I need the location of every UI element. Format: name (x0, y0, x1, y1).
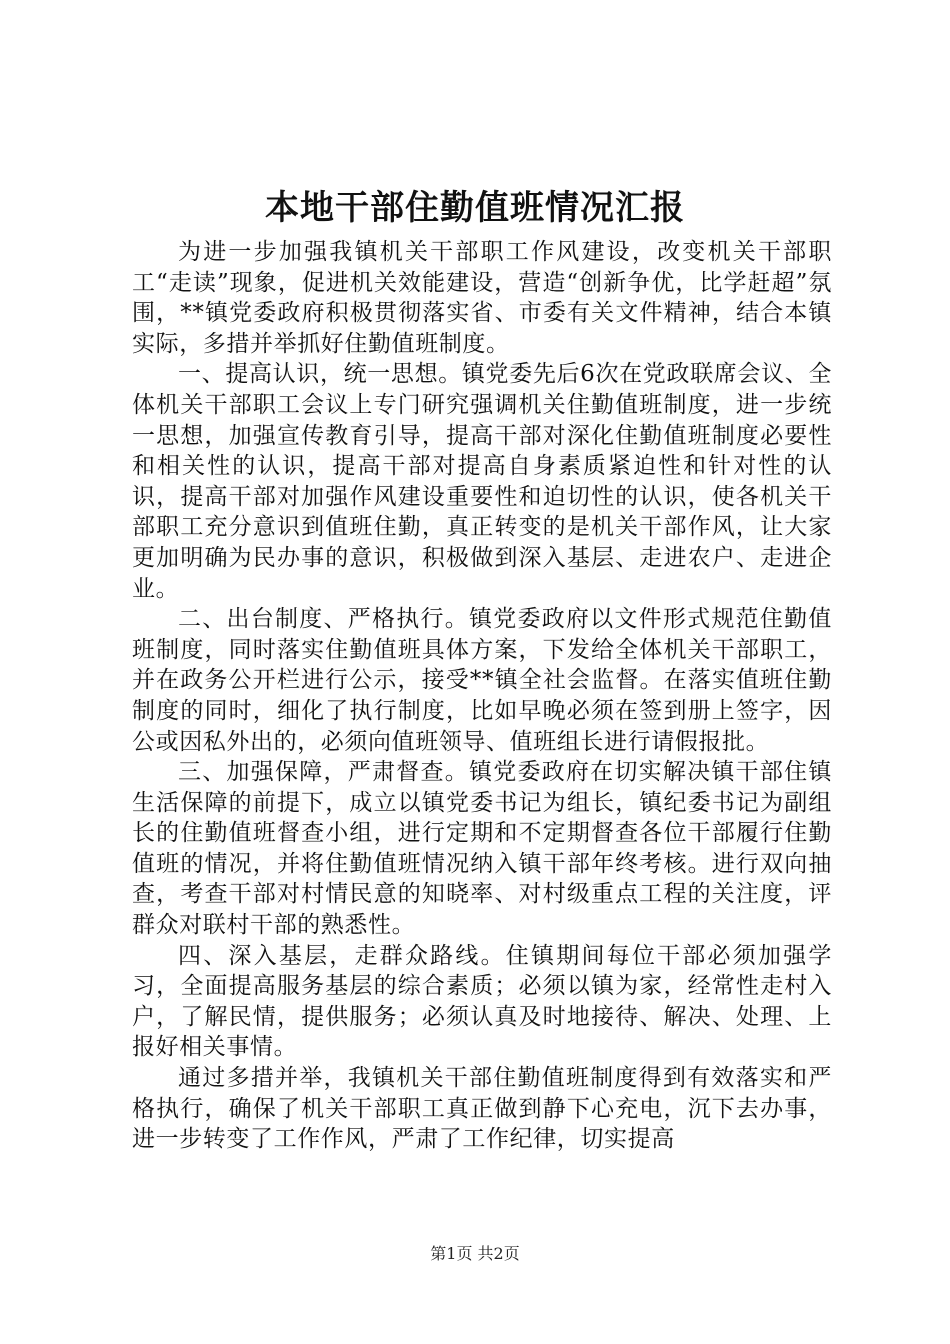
paragraph-conclusion: 通过多措并举，我镇机关干部住勤值班制度得到有效落实和严格执行，确保了机关干部职工真正做到静下心充电，沉下去办事，进一步转变了工作作风，严肃了工作纪律，切实提高 (132, 1065, 832, 1153)
paragraph-section-3: 三、加强保障，严肃督查。镇党委政府在切实解决镇干部住镇生活保障的前提下，成立以镇党委书记为组长，镇纪委书记为副组长的住勤值班督查小组，进行定期和不定期督查各位干部履行住勤值班的情况，并将住勤值班情况纳入镇干部年终考核。进行双向抽查，考查干部对村情民意的知晓率、对村级重点工程的关注度，评群众对联村干部的熟悉性。 (132, 759, 832, 939)
paragraph-section-2: 二、出台制度、严格执行。镇党委政府以文件形式规范住勤值班制度，同时落实住勤值班具体方案，下发给全体机关干部职工，并在政务公开栏进行公示，接受**镇全社会监督。在落实值班住勤制度的同时，细化了执行制度，比如早晚必须在签到册上签字，因公或因私外出的，必须向值班领导、值班组长进行请假报批。 (132, 606, 832, 755)
document-body (132, 237, 832, 1155)
paragraph-section-4: 四、深入基层，走群众路线。住镇期间每位干部必须加强学习，全面提高服务基层的综合素质；必须以镇为家，经常性走村入户，了解民情，提供服务；必须认真及时地接待、解决、处理、上报好相关事情。 (132, 942, 832, 1061)
paragraph-intro: 为进一步加强我镇机关干部职工作风建设，改变机关干部职工“走读”现象，促进机关效能建设，营造“创新争优，比学赶超”氛围，**镇党委政府积极贯彻落实省、市委有关文件精神，结合本镇实际，多措并举抓好住勤值班制度。 (132, 239, 832, 357)
paragraph-section-1: 一、提高认识，统一思想。镇党委先后6次在党政联席会议、全体机关干部职工会议上专门研究强调机关住勤值班制度，进一步统一思想，加强宣传教育引导，提高干部对深化住勤值班制度必要性和相关性的认识，提高干部对提高自身素质紧迫性和针对性的认识，提高干部对加强作风建设重要性和迫切性的认识，使各机关干部职工充分意识到值班住勤，真正转变的是机关干部作风，让大家更加明确为民办事的意识，积极做到深入基层、走进农户、走进企业。 (132, 361, 832, 602)
document-title: 本地干部住勤值班情况汇报 (265, 188, 685, 228)
page-footer: 第1页 共2页 (430, 1244, 520, 1263)
